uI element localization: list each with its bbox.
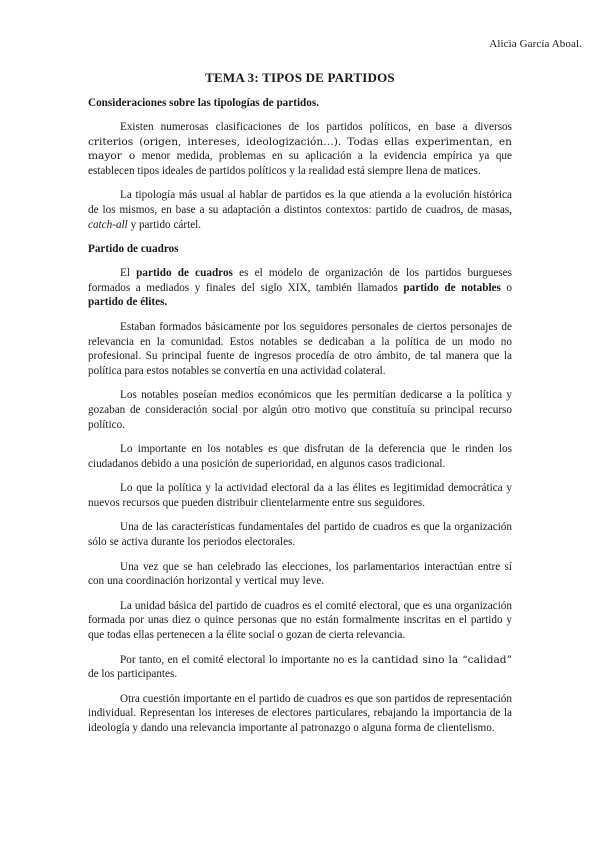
text-run-italic: catch-all	[88, 218, 128, 231]
text-run: Por tanto, en el comité electoral lo importante no es la	[120, 653, 372, 666]
text-run: La tipología más usual al hablar de partidos es la que atienda a la evolución histórica de los mismos, en base a su adaptación a distintos contextos: partido de cuadros, de masas,	[88, 189, 512, 216]
text-run: menor medida, problemas en su aplicación a la evidencia empírica ya que establecen tipos ideales de partidos políticos y la realidad está siempre llena de matices.	[88, 150, 512, 177]
text-run-bold: partido de notables	[403, 281, 501, 294]
text-run-alt-font: criterios (origen, intereses, ideologización…). Todas ellas experimentan, en mayor o	[88, 135, 512, 163]
paragraph-activacion: Una de las características fundamentales del partido de cuadros es que la organización sólo se activa durante los periodos electorales.	[88, 521, 512, 549]
text-run: es el modelo de organización de los partidos burgueses formados a mediados y finales del siglo XIX, también llamados	[88, 267, 512, 294]
paragraph-legitimidad: Lo que la política y la actividad electoral da a las élites es legitimidad democrática y nuevos recursos que pueden distribuir clientelarmente entre sus seguidores.	[88, 482, 512, 509]
paragraph-deferencia: Lo importante en los notables es que disfrutan de la deferencia que le rinden los ciudadanos debido a una posición de superioridad, en algunos casos tradicional.	[88, 443, 512, 470]
text-run-alt-font: cantidad sino la “calidad”	[371, 653, 512, 666]
paragraph-representacion: Otra cuestión importante en el partido de cuadros es que son partidos de representación individual. Representan los intereses de electores particulares, rebajando la importancia de la ideología y dando una relevancia importante al patronazgo o alguna forma de clientelismo.	[88, 692, 512, 734]
section-heading-consideraciones: Consideraciones sobre las tipologías de partidos.	[88, 97, 320, 109]
paragraph-tipologia	[88, 188, 512, 232]
author-header: Alicia García Aboal.	[489, 38, 582, 50]
text-run: Existen numerosas clasificaciones de los partidos políticos, en base a diversos	[120, 121, 512, 133]
paragraph-medios: Los notables poseían medios económicos que les permitían dedicarse a la política y gozaban de consideración social por algún otro motivo que constituía su principal recurso político.	[88, 389, 512, 431]
text-run: de los participantes.	[88, 668, 178, 681]
text-run: El	[120, 267, 137, 280]
text-run: y partido cártel.	[127, 218, 202, 231]
paragraph-seguidores: Estaban formados básicamente por los seguidores personales de ciertos personajes de relevancia en la comunidad. Estos notables se dedicaban a la política de un modo no profesional. Su principal fuente de ingresos procedía de otro ámbito, de tal manera que la política para estos notables se convertía en una actividad colateral.	[88, 320, 512, 377]
paragraph-calidad	[88, 653, 512, 682]
text-run-bold: partido de élites.	[88, 296, 168, 309]
paragraph-definicion	[88, 266, 512, 310]
text-run-bold: partido de cuadros	[136, 267, 233, 280]
section-heading-cuadros: Partido de cuadros	[88, 243, 179, 256]
paragraph-comite: La unidad básica del partido de cuadros es el comité electoral, que es una organización formada por unas diez o quince personas que no están formalmente inscritas en el partido y que todas ellas pertenecen a la élite social o gozan de cierta relevancia.	[88, 599, 512, 642]
document-body	[88, 96, 512, 746]
text-run: o	[500, 281, 513, 294]
document-title: TEMA 3: TIPOS DE PARTIDOS	[205, 70, 395, 85]
paragraph-clasificaciones	[88, 120, 512, 178]
paragraph-coordinacion: Una vez que se han celebrado las elecciones, los parlamentarios interactúan entre sí con una coordinación horizontal y vertical muy leve.	[88, 560, 512, 588]
